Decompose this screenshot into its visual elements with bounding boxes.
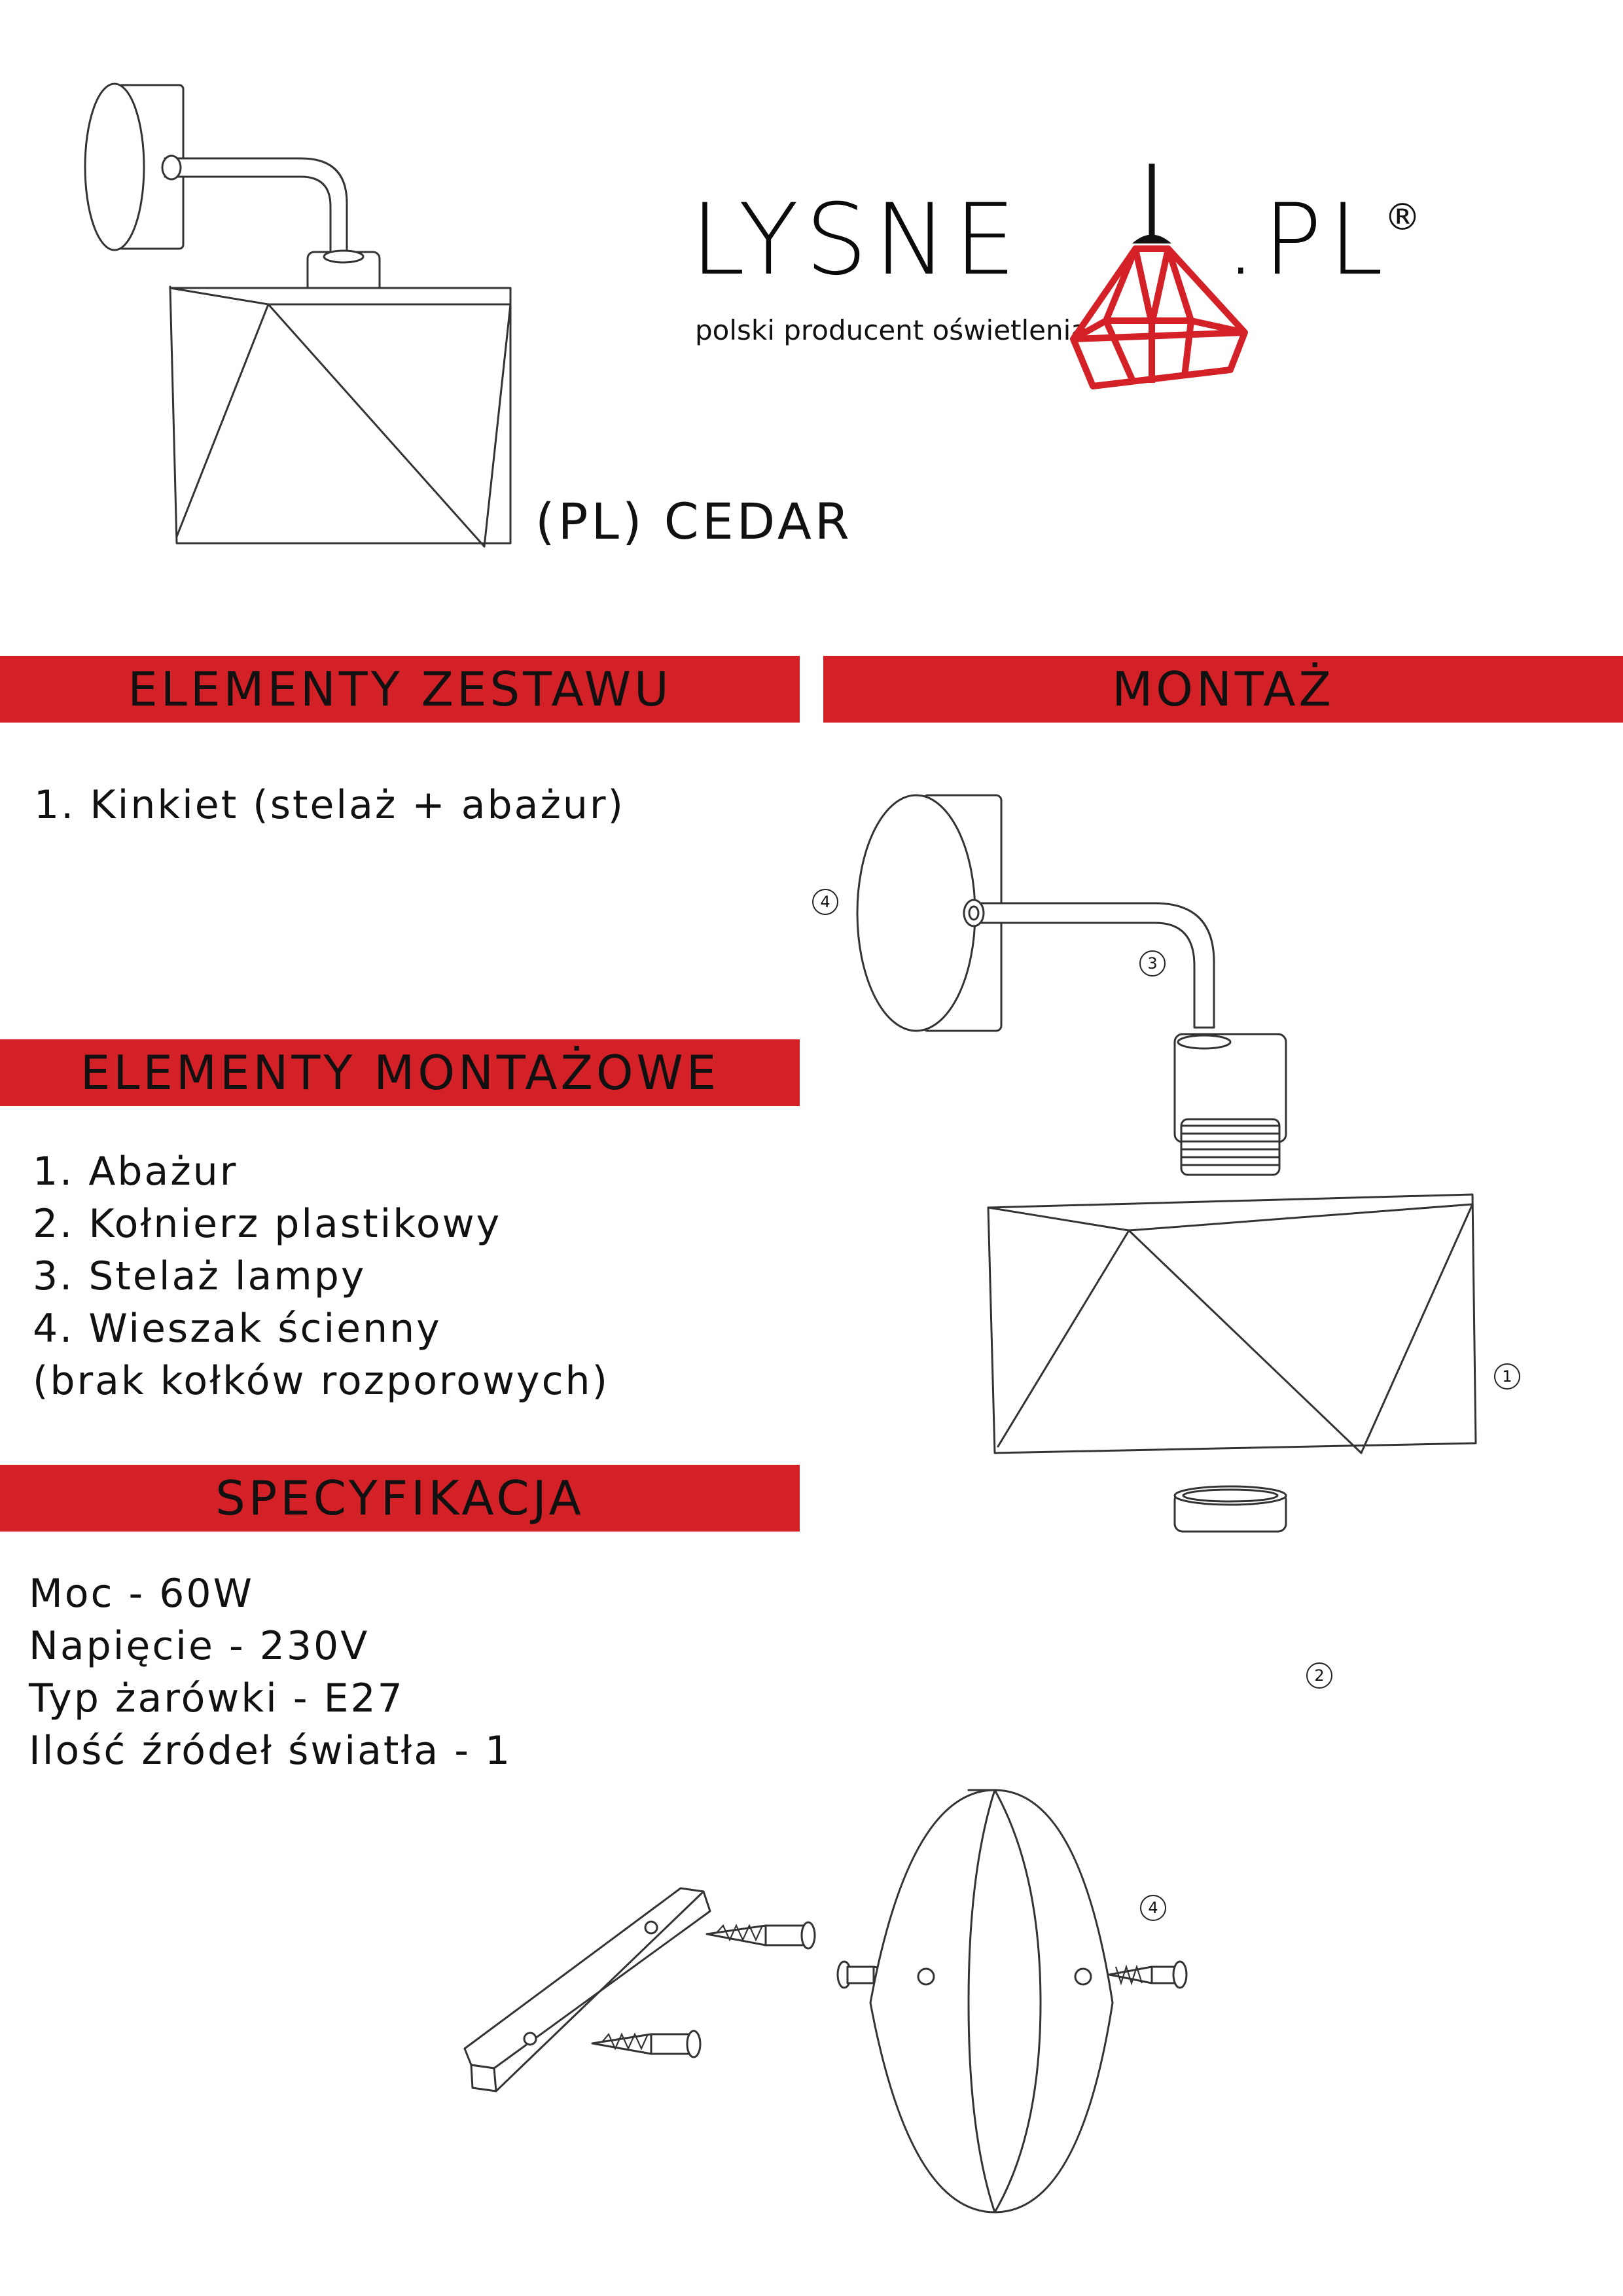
brand-name-left: LYSNE (690, 183, 1023, 297)
parts-heading-bar (0, 1039, 800, 1106)
parts-item: 4. Wieszak ścienny (33, 1306, 442, 1352)
wall-mount-bracket-icon (458, 1780, 1211, 2238)
kit-item: 1. Kinkiet (stelaż + abażur) (34, 782, 625, 828)
product-title: (PL) CEDAR (535, 492, 853, 550)
registered-mark: ® (1384, 196, 1421, 239)
pendant-lamp-logo-icon (1060, 164, 1257, 399)
spec-item: Napięcie - 230V (29, 1623, 370, 1669)
mounting-heading-bar (823, 656, 1623, 723)
diagram-number-collar: 2 (1306, 1662, 1332, 1689)
parts-item: 1. Abażur (33, 1149, 238, 1194)
diagram-number-wall-mount-detail: 4 (1140, 1895, 1166, 1921)
spec-item: Typ żarówki - E27 (29, 1676, 404, 1721)
wall-lamp-exploded-icon (851, 785, 1571, 1702)
diagram-number-shade: 1 (1494, 1363, 1520, 1390)
diagram-number-wall-mount: 4 (812, 889, 838, 915)
spec-heading: SPECYFIKACJA (215, 1471, 584, 1526)
brand-tagline: polski producent oświetlenia (695, 314, 1088, 346)
mounting-heading: MONTAŻ (1112, 662, 1334, 717)
screw-icon (707, 1922, 815, 1948)
spec-heading-bar (0, 1465, 800, 1532)
screw-icon (1109, 1962, 1186, 1988)
kit-heading: ELEMENTY ZESTAWU (128, 662, 672, 717)
spec-item: Ilość źródeł światła - 1 (29, 1728, 512, 1774)
parts-heading: ELEMENTY MONTAŻOWE (80, 1045, 720, 1100)
diagram-number-frame: 3 (1139, 950, 1166, 977)
parts-item: 3. Stelaż lampy (33, 1253, 366, 1299)
parts-item: 2. Kołnierz plastikowy (33, 1201, 502, 1247)
brand-name-right: .PL (1225, 183, 1390, 297)
kit-heading-bar (0, 656, 800, 723)
screw-icon (592, 2031, 700, 2057)
spec-item: Moc - 60W (29, 1571, 254, 1617)
lamp-preview-icon (85, 79, 530, 563)
parts-item-note: (brak kołków rozporowych) (33, 1358, 609, 1404)
